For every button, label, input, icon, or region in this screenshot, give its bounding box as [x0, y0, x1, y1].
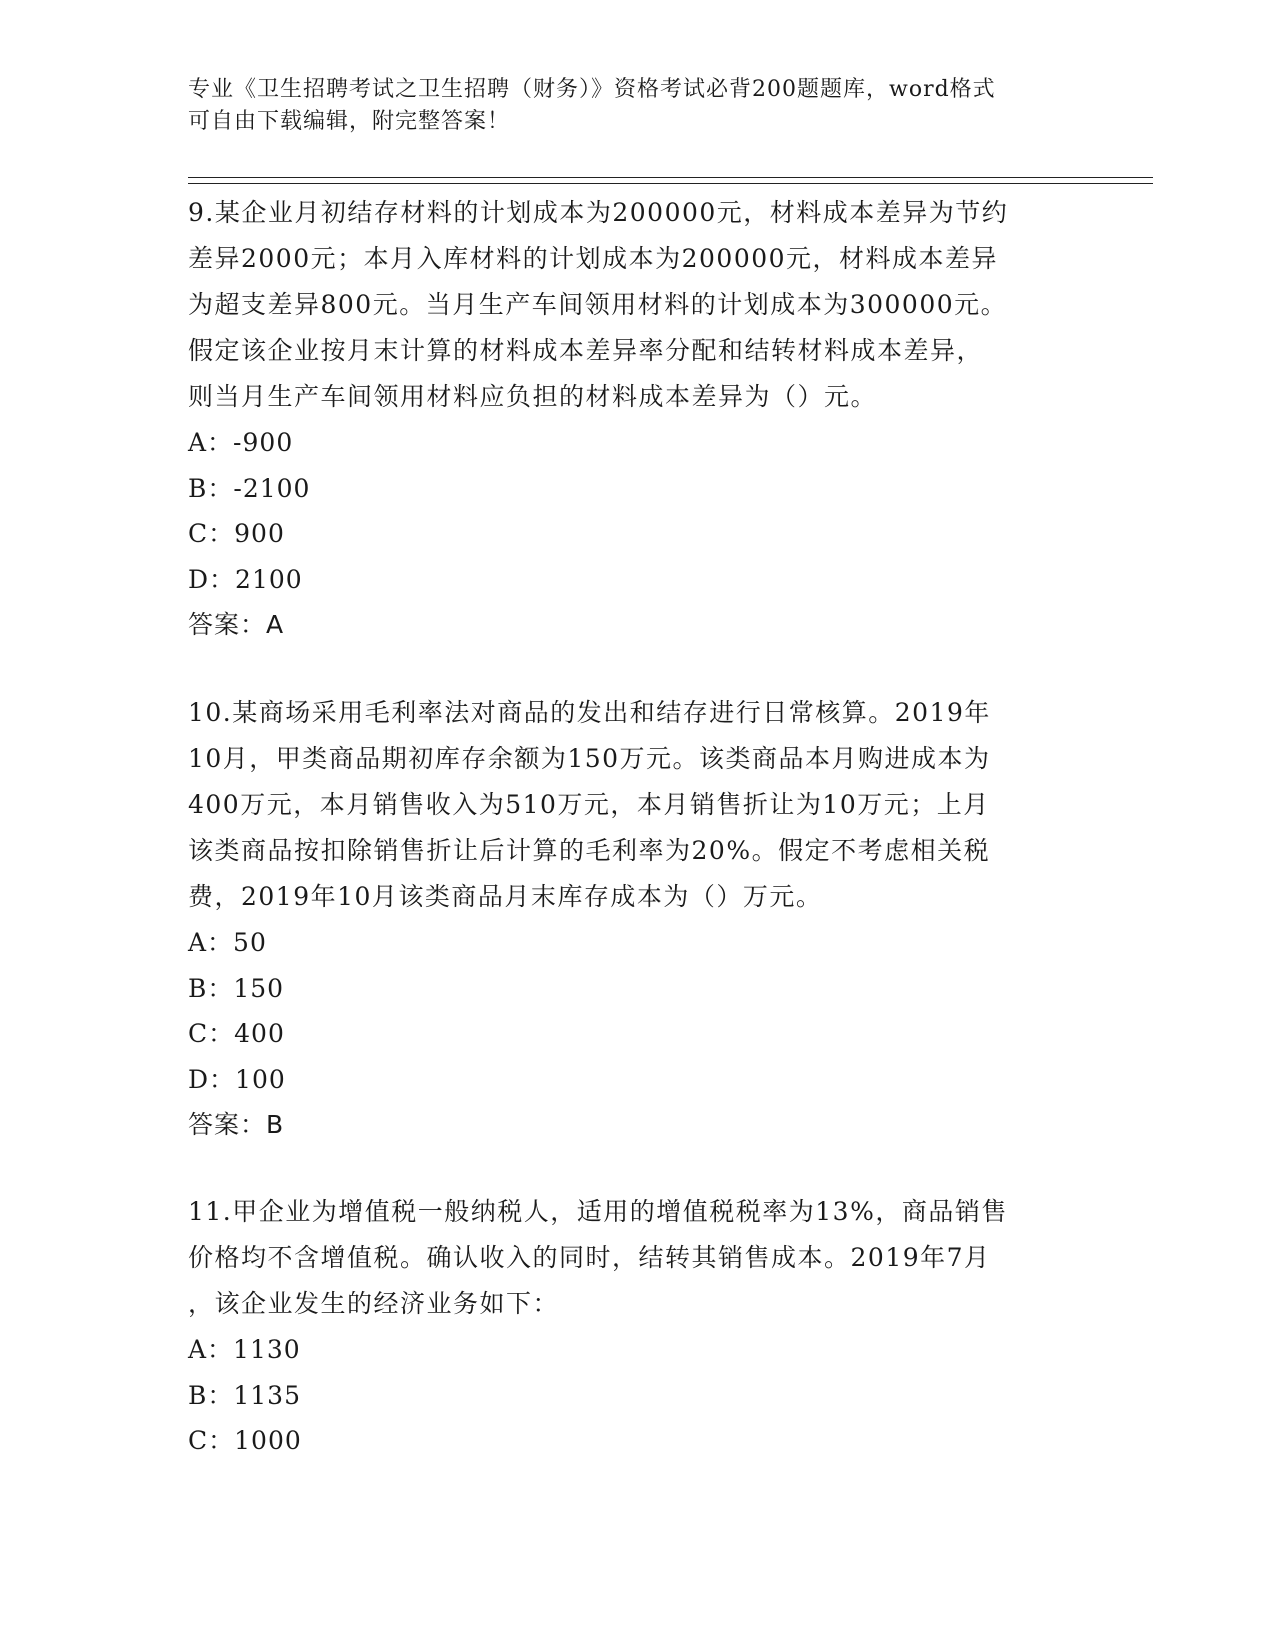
question-stem-line: 则当月生产车间领用材料应负担的材料成本差异为（）元。: [188, 382, 878, 411]
option-c: C：1000: [188, 1426, 302, 1455]
answer-label: 答案：B: [188, 1110, 285, 1139]
header-line-1: 专业《卫生招聘考试之卫生招聘（财务）》资格考试必背200题题库，word格式: [188, 77, 996, 102]
option-b: B：1135: [188, 1380, 301, 1410]
question-stem-line: 该类商品按扣除销售折让后计算的毛利率为20%。假定不考虑相关税: [188, 836, 991, 865]
option-c: C：400: [188, 1019, 285, 1048]
option-b: B：150: [188, 973, 285, 1003]
question-stem-line: 400万元，本月销售收入为510万元，本月销售折让为10万元；上月: [188, 790, 990, 819]
document-header: [188, 74, 1088, 138]
option-a: A：1130: [188, 1335, 301, 1364]
question-10: [188, 690, 1068, 1148]
question-stem-line: 价格均不含增值税。确认收入的同时，结转其销售成本。2019年7月: [188, 1243, 991, 1272]
question-stem-line: 10.某商场采用毛利率法对商品的发出和结存进行日常核算。2019年: [188, 698, 991, 727]
question-9: [188, 190, 1068, 648]
question-stem-line: 差异2000元；本月入库材料的计划成本为200000元，材料成本差异: [188, 244, 999, 273]
question-stem-line: 11.甲企业为增值税一般纳税人，适用的增值税税率为13%，商品销售: [188, 1197, 1008, 1226]
header-rule-bottom: [188, 183, 1153, 184]
option-a: A：-900: [188, 428, 294, 457]
question-stem-line: 假定该企业按月末计算的材料成本差异率分配和结转材料成本差异，: [188, 336, 984, 365]
option-a: A：50: [188, 928, 267, 957]
question-stem-line: 为超支差异800元。当月生产车间领用材料的计划成本为300000元。: [188, 290, 1008, 319]
question-11: [188, 1189, 1068, 1464]
header-rule-top: [188, 177, 1153, 178]
option-b: B：-2100: [188, 473, 311, 503]
question-stem-line: 9.某企业月初结存材料的计划成本为200000元，材料成本差异为节约: [188, 198, 1009, 227]
option-d: D：2100: [188, 564, 303, 594]
question-stem-line: ，该企业发生的经济业务如下：: [188, 1289, 560, 1318]
question-stem-line: 10月，甲类商品期初库存余额为150万元。该类商品本月购进成本为: [188, 744, 991, 773]
answer-label: 答案：A: [188, 610, 285, 639]
question-stem-line: 费，2019年10月该类商品月末库存成本为（）万元。: [188, 882, 823, 911]
option-c: C：900: [188, 519, 285, 548]
header-line-2: 可自由下载编辑，附完整答案！: [188, 109, 511, 134]
option-d: D：100: [188, 1064, 286, 1094]
